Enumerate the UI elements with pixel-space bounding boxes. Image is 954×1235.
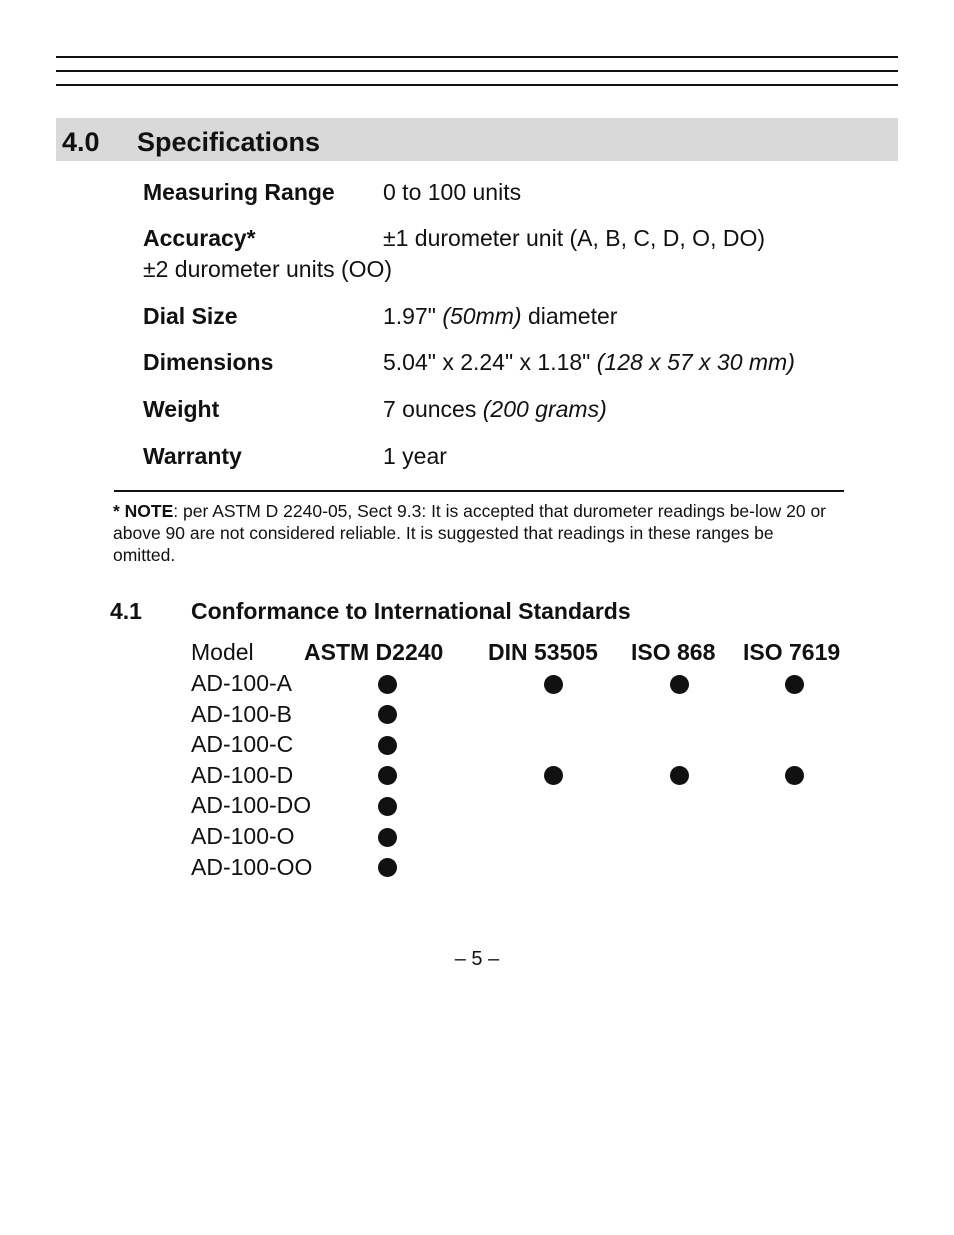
table-header-model: Model <box>191 639 254 665</box>
section-number: 4.0 <box>62 127 100 157</box>
table-header-iso868: ISO 868 <box>631 639 716 665</box>
spec-value-accuracy <box>383 225 765 252</box>
conformance-mark-dot <box>378 828 397 847</box>
table-header-iso7619: ISO 7619 <box>743 639 841 665</box>
spec-value-italic: (128 x 57 x 30 mm) <box>596 349 795 375</box>
spec-label-dial-size: Dial Size <box>143 303 238 329</box>
table-row-model: AD-100-B <box>191 700 292 727</box>
spec-label-accuracy: Accuracy* <box>143 225 256 251</box>
spec-label-warranty: Warranty <box>143 443 242 469</box>
conformance-mark-dot <box>378 858 397 877</box>
spec-value-text: 1 year <box>383 443 447 469</box>
note-divider <box>114 490 844 492</box>
conformance-mark-dot <box>378 797 397 816</box>
table-header-din: DIN 53505 <box>488 639 598 665</box>
spec-label-dimensions: Dimensions <box>143 349 274 375</box>
top-rule-3 <box>56 84 898 86</box>
table-row-model: AD-100-DO <box>191 792 312 819</box>
table-row-model: AD-100-OO <box>191 853 313 880</box>
conformance-mark-dot <box>378 705 397 724</box>
table-header-astm: ASTM D2240 <box>304 639 444 665</box>
page-number: – 5 – <box>454 948 500 970</box>
spec-label-weight: Weight <box>143 396 220 422</box>
spec-value-text: ±1 durometer unit (A, B, C, D, O, DO) <box>383 225 766 251</box>
spec-accuracy-extra: ±2 durometer units (OO) <box>143 256 393 282</box>
table-row-model: AD-100-C <box>191 731 294 758</box>
spec-value-text: 1.97" <box>383 303 443 329</box>
conformance-mark-dot <box>785 675 804 694</box>
spec-value-suffix: diameter <box>521 303 618 329</box>
spec-value-text: 5.04" x 2.24" x 1.18" <box>383 349 597 375</box>
spec-value-dial-size <box>383 303 617 330</box>
spec-value-weight <box>383 396 607 423</box>
section-header <box>56 118 898 161</box>
subsection-title: Conformance to International Standards <box>191 598 631 624</box>
top-rule-2 <box>56 70 898 72</box>
spec-value-italic: (50mm) <box>442 303 522 329</box>
spec-value-italic: (200 grams) <box>482 396 607 422</box>
conformance-mark-dot <box>670 766 689 785</box>
table-row-model: AD-100-D <box>191 761 294 788</box>
spec-value-text: 0 to 100 units <box>383 179 522 205</box>
note-prefix: * NOTE <box>113 501 174 521</box>
conformance-mark-dot <box>378 736 397 755</box>
section-title: Specifications <box>137 127 321 157</box>
spec-value-warranty <box>383 443 447 470</box>
spec-value-text: 7 ounces <box>383 396 483 422</box>
spec-value-measuring-range <box>383 179 521 206</box>
table-row-model: AD-100-O <box>191 823 295 849</box>
top-rule-1 <box>56 56 898 58</box>
footnote <box>113 500 838 566</box>
subsection-number: 4.1 <box>110 598 142 624</box>
conformance-mark-dot <box>378 766 397 785</box>
conformance-mark-dot <box>544 675 563 694</box>
conformance-mark-dot <box>785 766 804 785</box>
conformance-mark-dot <box>544 766 563 785</box>
spec-label-measuring-range: Measuring Range <box>143 179 335 205</box>
table-row-model: AD-100-A <box>191 670 292 696</box>
spec-value-dimensions <box>383 349 795 376</box>
conformance-mark-dot <box>378 675 397 694</box>
conformance-mark-dot <box>670 675 689 694</box>
note-text: : per ASTM D 2240-05, Sect 9.3: It is accepted that durometer readings be-low 20 or above 90 are not considered reliable. It is suggested that readings in these ranges be omitted. <box>113 501 827 565</box>
